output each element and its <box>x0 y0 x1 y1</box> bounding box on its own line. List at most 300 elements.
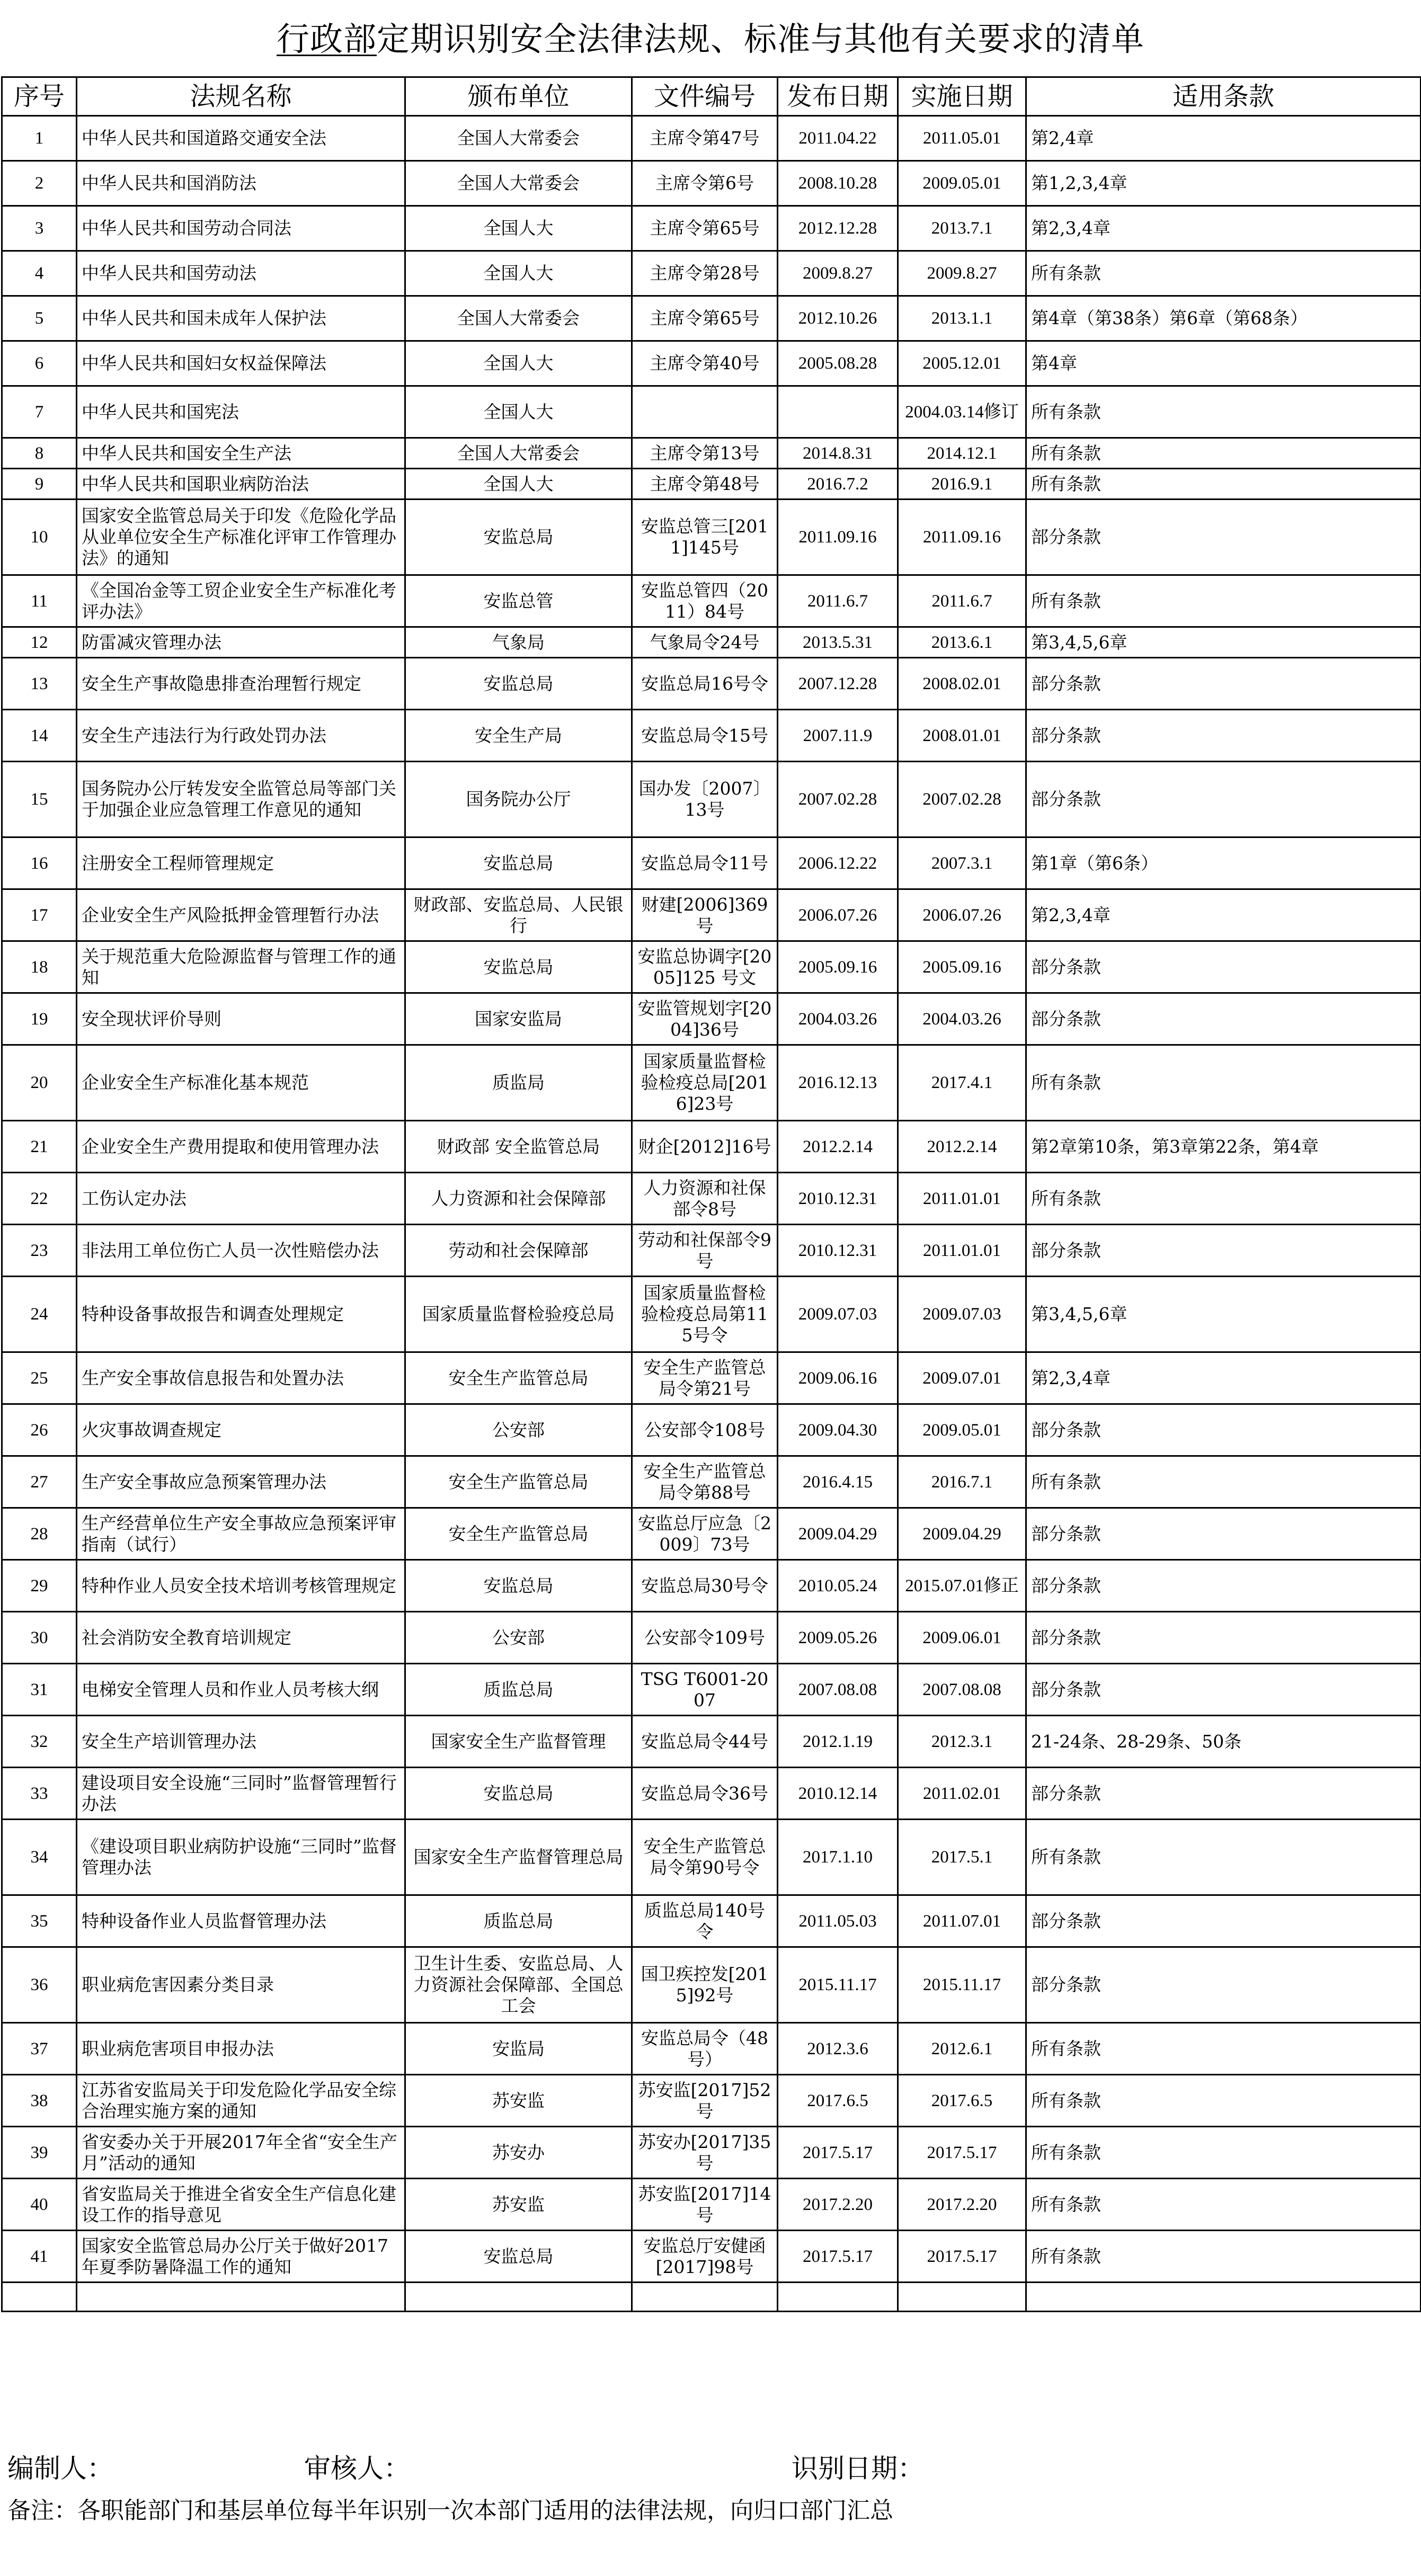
cell-pub: 2009.04.30 <box>778 1404 898 1456</box>
cell-no: 40 <box>2 2179 77 2231</box>
header-eff: 实施日期 <box>898 77 1026 116</box>
cell-name: 中华人民共和国道路交通安全法 <box>77 116 405 161</box>
cell-doc: 主席令第6号 <box>632 161 778 206</box>
cell-pub: 2009.07.03 <box>778 1277 898 1352</box>
cell-clause: 部分条款 <box>1026 993 1421 1045</box>
cell-clause: 部分条款 <box>1026 1560 1421 1612</box>
cell-pub: 2017.5.17 <box>778 2231 898 2283</box>
table-row <box>2 296 1421 341</box>
table-row <box>2 1664 1421 1716</box>
cell-pub: 2010.12.31 <box>778 1225 898 1277</box>
cell-clause: 第1章（第6条） <box>1026 837 1421 889</box>
cell-eff: 2004.03.14修订 <box>898 386 1026 438</box>
cell-clause: 所有条款 <box>1026 386 1421 438</box>
cell-doc: 安监管规划字[2004]36号 <box>632 993 778 1045</box>
cell-name: 中华人民共和国宪法 <box>77 386 405 438</box>
cell-name: 企业安全生产风险抵押金管理暂行办法 <box>77 889 405 941</box>
cell-clause: 所有条款 <box>1026 2075 1421 2127</box>
cell-no: 28 <box>2 1508 77 1560</box>
table-row <box>2 1352 1421 1404</box>
cell-pub: 2008.10.28 <box>778 161 898 206</box>
footnote: 备注：各职能部门和基层单位每半年识别一次本部门适用的法律法规，向归口部门汇总 <box>7 2497 893 2524</box>
cell-clause: 部分条款 <box>1026 1404 1421 1456</box>
cell-doc: 安监总局令（48号） <box>632 2023 778 2075</box>
cell-doc <box>632 386 778 438</box>
cell-no: 16 <box>2 837 77 889</box>
empty-cell <box>2 2283 77 2312</box>
cell-doc: 安监总厅应急〔2009〕73号 <box>632 1508 778 1560</box>
cell-eff: 2012.3.1 <box>898 1716 1026 1768</box>
cell-eff: 2017.5.1 <box>898 1820 1026 1895</box>
cell-eff: 2007.3.1 <box>898 837 1026 889</box>
cell-name: 中华人民共和国劳动法 <box>77 251 405 296</box>
cell-doc: 安全生产监管总局令第90号令 <box>632 1820 778 1895</box>
cell-no: 24 <box>2 1277 77 1352</box>
table-row <box>2 386 1421 438</box>
table-row <box>2 762 1421 837</box>
table-row <box>2 2023 1421 2075</box>
header-row <box>2 77 1421 116</box>
cell-no: 10 <box>2 500 77 575</box>
cell-doc: 质监总局140号令 <box>632 1895 778 1947</box>
cell-doc: 主席令第47号 <box>632 116 778 161</box>
cell-clause: 所有条款 <box>1026 575 1421 627</box>
cell-clause: 第2,3,4章 <box>1026 1352 1421 1404</box>
cell-no: 33 <box>2 1768 77 1820</box>
cell-name: 省安监局关于推进全省安全生产信息化建设工作的指导意见 <box>77 2179 405 2231</box>
cell-issuer: 气象局 <box>405 627 632 658</box>
cell-no: 34 <box>2 1820 77 1895</box>
cell-eff: 2011.6.7 <box>898 575 1026 627</box>
table-row <box>2 1612 1421 1664</box>
table-row <box>2 1121 1421 1173</box>
cell-pub: 2017.6.5 <box>778 2075 898 2127</box>
cell-clause: 所有条款 <box>1026 469 1421 500</box>
cell-clause: 第2,4章 <box>1026 116 1421 161</box>
cell-issuer: 安监总局 <box>405 658 632 710</box>
cell-clause: 第2章第10条，第3章第22条，第4章 <box>1026 1121 1421 1173</box>
cell-eff: 2005.09.16 <box>898 941 1026 993</box>
cell-no: 27 <box>2 1456 77 1508</box>
cell-no: 9 <box>2 469 77 500</box>
cell-clause: 第2,3,4章 <box>1026 889 1421 941</box>
cell-name: 安全生产事故隐患排查治理暂行规定 <box>77 658 405 710</box>
cell-issuer: 全国人大常委会 <box>405 438 632 469</box>
cell-name: 特种作业人员安全技术培训考核管理规定 <box>77 1560 405 1612</box>
cell-issuer: 全国人大常委会 <box>405 116 632 161</box>
cell-no: 26 <box>2 1404 77 1456</box>
cell-doc: 安监总局令15号 <box>632 710 778 762</box>
cell-pub <box>778 386 898 438</box>
cell-doc: 安监总厅安健函[2017]98号 <box>632 2231 778 2283</box>
cell-name: 中华人民共和国未成年人保护法 <box>77 296 405 341</box>
table-row <box>2 993 1421 1045</box>
cell-doc: 劳动和社保部令9号 <box>632 1225 778 1277</box>
cell-issuer: 安监总局 <box>405 2231 632 2283</box>
cell-no: 41 <box>2 2231 77 2283</box>
table-row <box>2 658 1421 710</box>
empty-row <box>2 2283 1421 2312</box>
cell-issuer: 全国人大 <box>405 341 632 386</box>
cell-clause: 部分条款 <box>1026 1612 1421 1664</box>
cell-clause: 所有条款 <box>1026 1173 1421 1225</box>
cell-doc: 国家质量监督检验检疫总局[2016]23号 <box>632 1045 778 1121</box>
cell-issuer: 安监总局 <box>405 837 632 889</box>
cell-name: 江苏省安监局关于印发危险化学品安全综合治理实施方案的通知 <box>77 2075 405 2127</box>
cell-pub: 2017.5.17 <box>778 2127 898 2179</box>
cell-pub: 2009.06.16 <box>778 1352 898 1404</box>
table-row <box>2 116 1421 161</box>
cell-no: 6 <box>2 341 77 386</box>
cell-doc: 主席令第28号 <box>632 251 778 296</box>
cell-no: 5 <box>2 296 77 341</box>
cell-eff: 2017.5.17 <box>898 2231 1026 2283</box>
cell-no: 23 <box>2 1225 77 1277</box>
table-row <box>2 500 1421 575</box>
cell-name: 省安委办关于开展2017年全省“安全生产月”活动的通知 <box>77 2127 405 2179</box>
cell-clause: 第1,2,3,4章 <box>1026 161 1421 206</box>
table-row <box>2 1456 1421 1508</box>
cell-doc: 国卫疾控发[2015]92号 <box>632 1947 778 2023</box>
page-title <box>0 15 1421 64</box>
empty-cell <box>77 2283 405 2312</box>
cell-clause: 部分条款 <box>1026 1225 1421 1277</box>
cell-eff: 2013.6.1 <box>898 627 1026 658</box>
cell-name: 企业安全生产标准化基本规范 <box>77 1045 405 1121</box>
cell-clause: 部分条款 <box>1026 500 1421 575</box>
cell-clause: 所有条款 <box>1026 251 1421 296</box>
cell-pub: 2012.10.26 <box>778 296 898 341</box>
cell-eff: 2008.02.01 <box>898 658 1026 710</box>
cell-pub: 2011.09.16 <box>778 500 898 575</box>
cell-pub: 2017.2.20 <box>778 2179 898 2231</box>
cell-issuer: 安监总局 <box>405 500 632 575</box>
cell-name: 企业安全生产费用提取和使用管理办法 <box>77 1121 405 1173</box>
cell-no: 36 <box>2 1947 77 2023</box>
cell-eff: 2016.9.1 <box>898 469 1026 500</box>
cell-no: 31 <box>2 1664 77 1716</box>
cell-issuer: 安监总局 <box>405 1560 632 1612</box>
cell-doc: 主席令第65号 <box>632 206 778 251</box>
cell-pub: 2009.04.29 <box>778 1508 898 1560</box>
cell-eff: 2017.5.17 <box>898 2127 1026 2179</box>
cell-pub: 2012.12.28 <box>778 206 898 251</box>
table-row <box>2 469 1421 500</box>
cell-clause: 第2,3,4章 <box>1026 206 1421 251</box>
cell-issuer: 国家安监局 <box>405 993 632 1045</box>
empty-cell <box>898 2283 1026 2312</box>
cell-clause: 部分条款 <box>1026 1508 1421 1560</box>
cell-pub: 2007.08.08 <box>778 1664 898 1716</box>
cell-eff: 2008.01.01 <box>898 710 1026 762</box>
cell-issuer: 质监总局 <box>405 1664 632 1716</box>
cell-pub: 2013.5.31 <box>778 627 898 658</box>
cell-no: 38 <box>2 2075 77 2127</box>
table-row <box>2 1277 1421 1352</box>
cell-no: 8 <box>2 438 77 469</box>
cell-clause: 第3,4,5,6章 <box>1026 1277 1421 1352</box>
cell-clause: 部分条款 <box>1026 1895 1421 1947</box>
cell-eff: 2017.6.5 <box>898 2075 1026 2127</box>
cell-doc: 安监总局16号令 <box>632 658 778 710</box>
cell-pub: 2006.12.22 <box>778 837 898 889</box>
table-row <box>2 1508 1421 1560</box>
cell-issuer: 安全生产监管总局 <box>405 1352 632 1404</box>
cell-name: 中华人民共和国安全生产法 <box>77 438 405 469</box>
cell-issuer: 苏安办 <box>405 2127 632 2179</box>
header-clause: 适用条款 <box>1026 77 1421 116</box>
cell-name: 国家安全监管总局关于印发《危险化学品从业单位安全生产标准化评审工作管理办法》的通知 <box>77 500 405 575</box>
table-row <box>2 837 1421 889</box>
cell-pub: 2005.09.16 <box>778 941 898 993</box>
cell-eff: 2011.09.16 <box>898 500 1026 575</box>
cell-clause: 所有条款 <box>1026 2023 1421 2075</box>
table-row <box>2 1045 1421 1121</box>
cell-eff: 2017.2.20 <box>898 2179 1026 2231</box>
cell-pub: 2012.2.14 <box>778 1121 898 1173</box>
table-row <box>2 2231 1421 2283</box>
cell-clause: 所有条款 <box>1026 1045 1421 1121</box>
cell-name: 工伤认定办法 <box>77 1173 405 1225</box>
cell-clause: 所有条款 <box>1026 438 1421 469</box>
header-name: 法规名称 <box>77 77 405 116</box>
cell-pub: 2010.12.31 <box>778 1173 898 1225</box>
cell-clause: 部分条款 <box>1026 658 1421 710</box>
cell-pub: 2016.4.15 <box>778 1456 898 1508</box>
table-row <box>2 2075 1421 2127</box>
cell-name: 职业病危害项目申报办法 <box>77 2023 405 2075</box>
empty-cell <box>405 2283 632 2312</box>
cell-issuer: 苏安监 <box>405 2075 632 2127</box>
cell-name: 建设项目安全设施“三同时”监督管理暂行办法 <box>77 1768 405 1820</box>
cell-eff: 2006.07.26 <box>898 889 1026 941</box>
title-text: 定期识别安全法律法规、标准与其他有关要求的清单 <box>377 20 1145 58</box>
cell-doc: 安监总管三[2011]145号 <box>632 500 778 575</box>
cell-clause: 所有条款 <box>1026 2179 1421 2231</box>
cell-name: 《建设项目职业病防护设施“三同时”监督管理办法 <box>77 1820 405 1895</box>
cell-doc: 安监总局令11号 <box>632 837 778 889</box>
cell-doc: 主席令第13号 <box>632 438 778 469</box>
cell-issuer: 安监总管 <box>405 575 632 627</box>
cell-eff: 2012.2.14 <box>898 1121 1026 1173</box>
table-row <box>2 575 1421 627</box>
cell-eff: 2011.02.01 <box>898 1768 1026 1820</box>
cell-name: 职业病危害因素分类目录 <box>77 1947 405 2023</box>
cell-no: 30 <box>2 1612 77 1664</box>
cell-eff: 2009.07.01 <box>898 1352 1026 1404</box>
cell-eff: 2009.07.03 <box>898 1277 1026 1352</box>
cell-eff: 2007.02.28 <box>898 762 1026 837</box>
cell-doc: 公安部令109号 <box>632 1612 778 1664</box>
cell-name: 国务院办公厅转发安全监管总局等部门关于加强企业应急管理工作意见的通知 <box>77 762 405 837</box>
table-row <box>2 438 1421 469</box>
cell-no: 13 <box>2 658 77 710</box>
header-no: 序号 <box>2 77 77 116</box>
table-body <box>2 116 1421 2312</box>
cell-no: 21 <box>2 1121 77 1173</box>
cell-issuer: 公安部 <box>405 1404 632 1456</box>
table-row <box>2 161 1421 206</box>
table-row <box>2 1768 1421 1820</box>
reviewer-label: 审核人： <box>304 2453 410 2484</box>
cell-doc: 安监总管四（2011）84号 <box>632 575 778 627</box>
table-row <box>2 1716 1421 1768</box>
cell-issuer: 安监局 <box>405 2023 632 2075</box>
header-pub: 发布日期 <box>778 77 898 116</box>
cell-doc: 安监总协调字[2005]125 号文 <box>632 941 778 993</box>
cell-issuer: 国家质量监督检验疫总局 <box>405 1277 632 1352</box>
cell-name: 中华人民共和国消防法 <box>77 161 405 206</box>
cell-eff: 2015.11.17 <box>898 1947 1026 2023</box>
table-row <box>2 1947 1421 2023</box>
cell-eff: 2011.05.01 <box>898 116 1026 161</box>
table-row <box>2 941 1421 993</box>
cell-issuer: 安监总局 <box>405 941 632 993</box>
cell-pub: 2006.07.26 <box>778 889 898 941</box>
cell-eff: 2017.4.1 <box>898 1045 1026 1121</box>
cell-eff: 2016.7.1 <box>898 1456 1026 1508</box>
cell-pub: 2009.8.27 <box>778 251 898 296</box>
cell-issuer: 全国人大 <box>405 386 632 438</box>
cell-issuer: 财政部、安监总局、人民银行 <box>405 889 632 941</box>
table-row <box>2 251 1421 296</box>
cell-eff: 2015.07.01修正 <box>898 1560 1026 1612</box>
cell-issuer: 卫生计生委、安监总局、人力资源社会保障部、全国总工会 <box>405 1947 632 2023</box>
cell-pub: 2016.7.2 <box>778 469 898 500</box>
cell-clause: 第4章 <box>1026 341 1421 386</box>
cell-doc: 人力资源和社保部令8号 <box>632 1173 778 1225</box>
table-row <box>2 206 1421 251</box>
cell-name: 中华人民共和国妇女权益保障法 <box>77 341 405 386</box>
cell-issuer: 人力资源和社会保障部 <box>405 1173 632 1225</box>
cell-doc: 国家质量监督检验检疫总局第115号令 <box>632 1277 778 1352</box>
cell-no: 2 <box>2 161 77 206</box>
table-row <box>2 1560 1421 1612</box>
cell-doc: 苏安监[2017]14号 <box>632 2179 778 2231</box>
table-row <box>2 889 1421 941</box>
cell-pub: 2011.04.22 <box>778 116 898 161</box>
cell-name: 非法用工单位伤亡人员一次性赔偿办法 <box>77 1225 405 1277</box>
cell-no: 37 <box>2 2023 77 2075</box>
table-row <box>2 1225 1421 1277</box>
cell-name: 生产安全事故信息报告和处置办法 <box>77 1352 405 1404</box>
cell-name: 生产安全事故应急预案管理办法 <box>77 1456 405 1508</box>
cell-name: 特种设备事故报告和调查处理规定 <box>77 1277 405 1352</box>
cell-doc: 公安部令108号 <box>632 1404 778 1456</box>
cell-name: 火灾事故调查规定 <box>77 1404 405 1456</box>
cell-issuer: 全国人大 <box>405 206 632 251</box>
cell-issuer: 公安部 <box>405 1612 632 1664</box>
cell-pub: 2017.1.10 <box>778 1820 898 1895</box>
cell-eff: 2004.03.26 <box>898 993 1026 1045</box>
cell-clause: 部分条款 <box>1026 1947 1421 2023</box>
empty-cell <box>1026 2283 1421 2312</box>
cell-no: 20 <box>2 1045 77 1121</box>
table-row <box>2 341 1421 386</box>
cell-eff: 2005.12.01 <box>898 341 1026 386</box>
header-doc: 文件编号 <box>632 77 778 116</box>
cell-pub: 2016.12.13 <box>778 1045 898 1121</box>
cell-eff: 2011.07.01 <box>898 1895 1026 1947</box>
cell-issuer: 全国人大常委会 <box>405 161 632 206</box>
cell-pub: 2010.05.24 <box>778 1560 898 1612</box>
cell-no: 14 <box>2 710 77 762</box>
cell-clause: 第3,4,5,6章 <box>1026 627 1421 658</box>
cell-no: 7 <box>2 386 77 438</box>
cell-name: 国家安全监管总局办公厅关于做好2017年夏季防暑降温工作的通知 <box>77 2231 405 2283</box>
cell-issuer: 全国人大常委会 <box>405 296 632 341</box>
cell-doc: 安监总局30号令 <box>632 1560 778 1612</box>
cell-doc: 主席令第65号 <box>632 296 778 341</box>
cell-name: 社会消防安全教育培训规定 <box>77 1612 405 1664</box>
cell-doc: 主席令第48号 <box>632 469 778 500</box>
cell-pub: 2012.1.19 <box>778 1716 898 1768</box>
cell-doc: 财企[2012]16号 <box>632 1121 778 1173</box>
cell-pub: 2011.6.7 <box>778 575 898 627</box>
cell-no: 15 <box>2 762 77 837</box>
cell-issuer: 安全生产监管总局 <box>405 1456 632 1508</box>
cell-issuer: 安全生产局 <box>405 710 632 762</box>
cell-eff: 2011.01.01 <box>898 1173 1026 1225</box>
cell-eff: 2009.06.01 <box>898 1612 1026 1664</box>
cell-no: 1 <box>2 116 77 161</box>
cell-doc: TSG T6001-2007 <box>632 1664 778 1716</box>
cell-doc: 国办发〔2007〕13号 <box>632 762 778 837</box>
cell-doc: 安全生产监管总局令第21号 <box>632 1352 778 1404</box>
signature-line <box>7 2447 1417 2490</box>
cell-clause: 所有条款 <box>1026 2231 1421 2283</box>
cell-name: 中华人民共和国劳动合同法 <box>77 206 405 251</box>
cell-issuer: 全国人大 <box>405 251 632 296</box>
cell-pub: 2007.02.28 <box>778 762 898 837</box>
identify-date-label: 识别日期： <box>792 2453 924 2484</box>
empty-cell <box>632 2283 778 2312</box>
cell-clause: 所有条款 <box>1026 2127 1421 2179</box>
cell-issuer: 国家安全生产监督管理 <box>405 1716 632 1768</box>
cell-issuer: 财政部 安全监管总局 <box>405 1121 632 1173</box>
cell-clause: 所有条款 <box>1026 1456 1421 1508</box>
table-row <box>2 627 1421 658</box>
header-issuer: 颁布单位 <box>405 77 632 116</box>
cell-name: 安全生产违法行为行政处罚办法 <box>77 710 405 762</box>
table-row <box>2 2179 1421 2231</box>
cell-clause: 21-24条、28-29条、50条 <box>1026 1716 1421 1768</box>
cell-no: 39 <box>2 2127 77 2179</box>
cell-eff: 2014.12.1 <box>898 438 1026 469</box>
cell-name: 生产经营单位生产安全事故应急预案评审指南（试行） <box>77 1508 405 1560</box>
cell-no: 4 <box>2 251 77 296</box>
cell-name: 安全生产培训管理办法 <box>77 1716 405 1768</box>
cell-name: 防雷减灾管理办法 <box>77 627 405 658</box>
cell-issuer: 苏安监 <box>405 2179 632 2231</box>
cell-doc: 气象局令24号 <box>632 627 778 658</box>
cell-eff: 2009.05.01 <box>898 1404 1026 1456</box>
cell-pub: 2007.11.9 <box>778 710 898 762</box>
cell-issuer: 劳动和社会保障部 <box>405 1225 632 1277</box>
cell-no: 18 <box>2 941 77 993</box>
cell-eff: 2009.05.01 <box>898 161 1026 206</box>
cell-pub: 2004.03.26 <box>778 993 898 1045</box>
cell-issuer: 全国人大 <box>405 469 632 500</box>
cell-no: 17 <box>2 889 77 941</box>
cell-no: 22 <box>2 1173 77 1225</box>
table-row <box>2 1895 1421 1947</box>
table-row <box>2 2127 1421 2179</box>
empty-cell <box>778 2283 898 2312</box>
cell-eff: 2013.1.1 <box>898 296 1026 341</box>
cell-pub: 2005.08.28 <box>778 341 898 386</box>
cell-eff: 2009.04.29 <box>898 1508 1026 1560</box>
